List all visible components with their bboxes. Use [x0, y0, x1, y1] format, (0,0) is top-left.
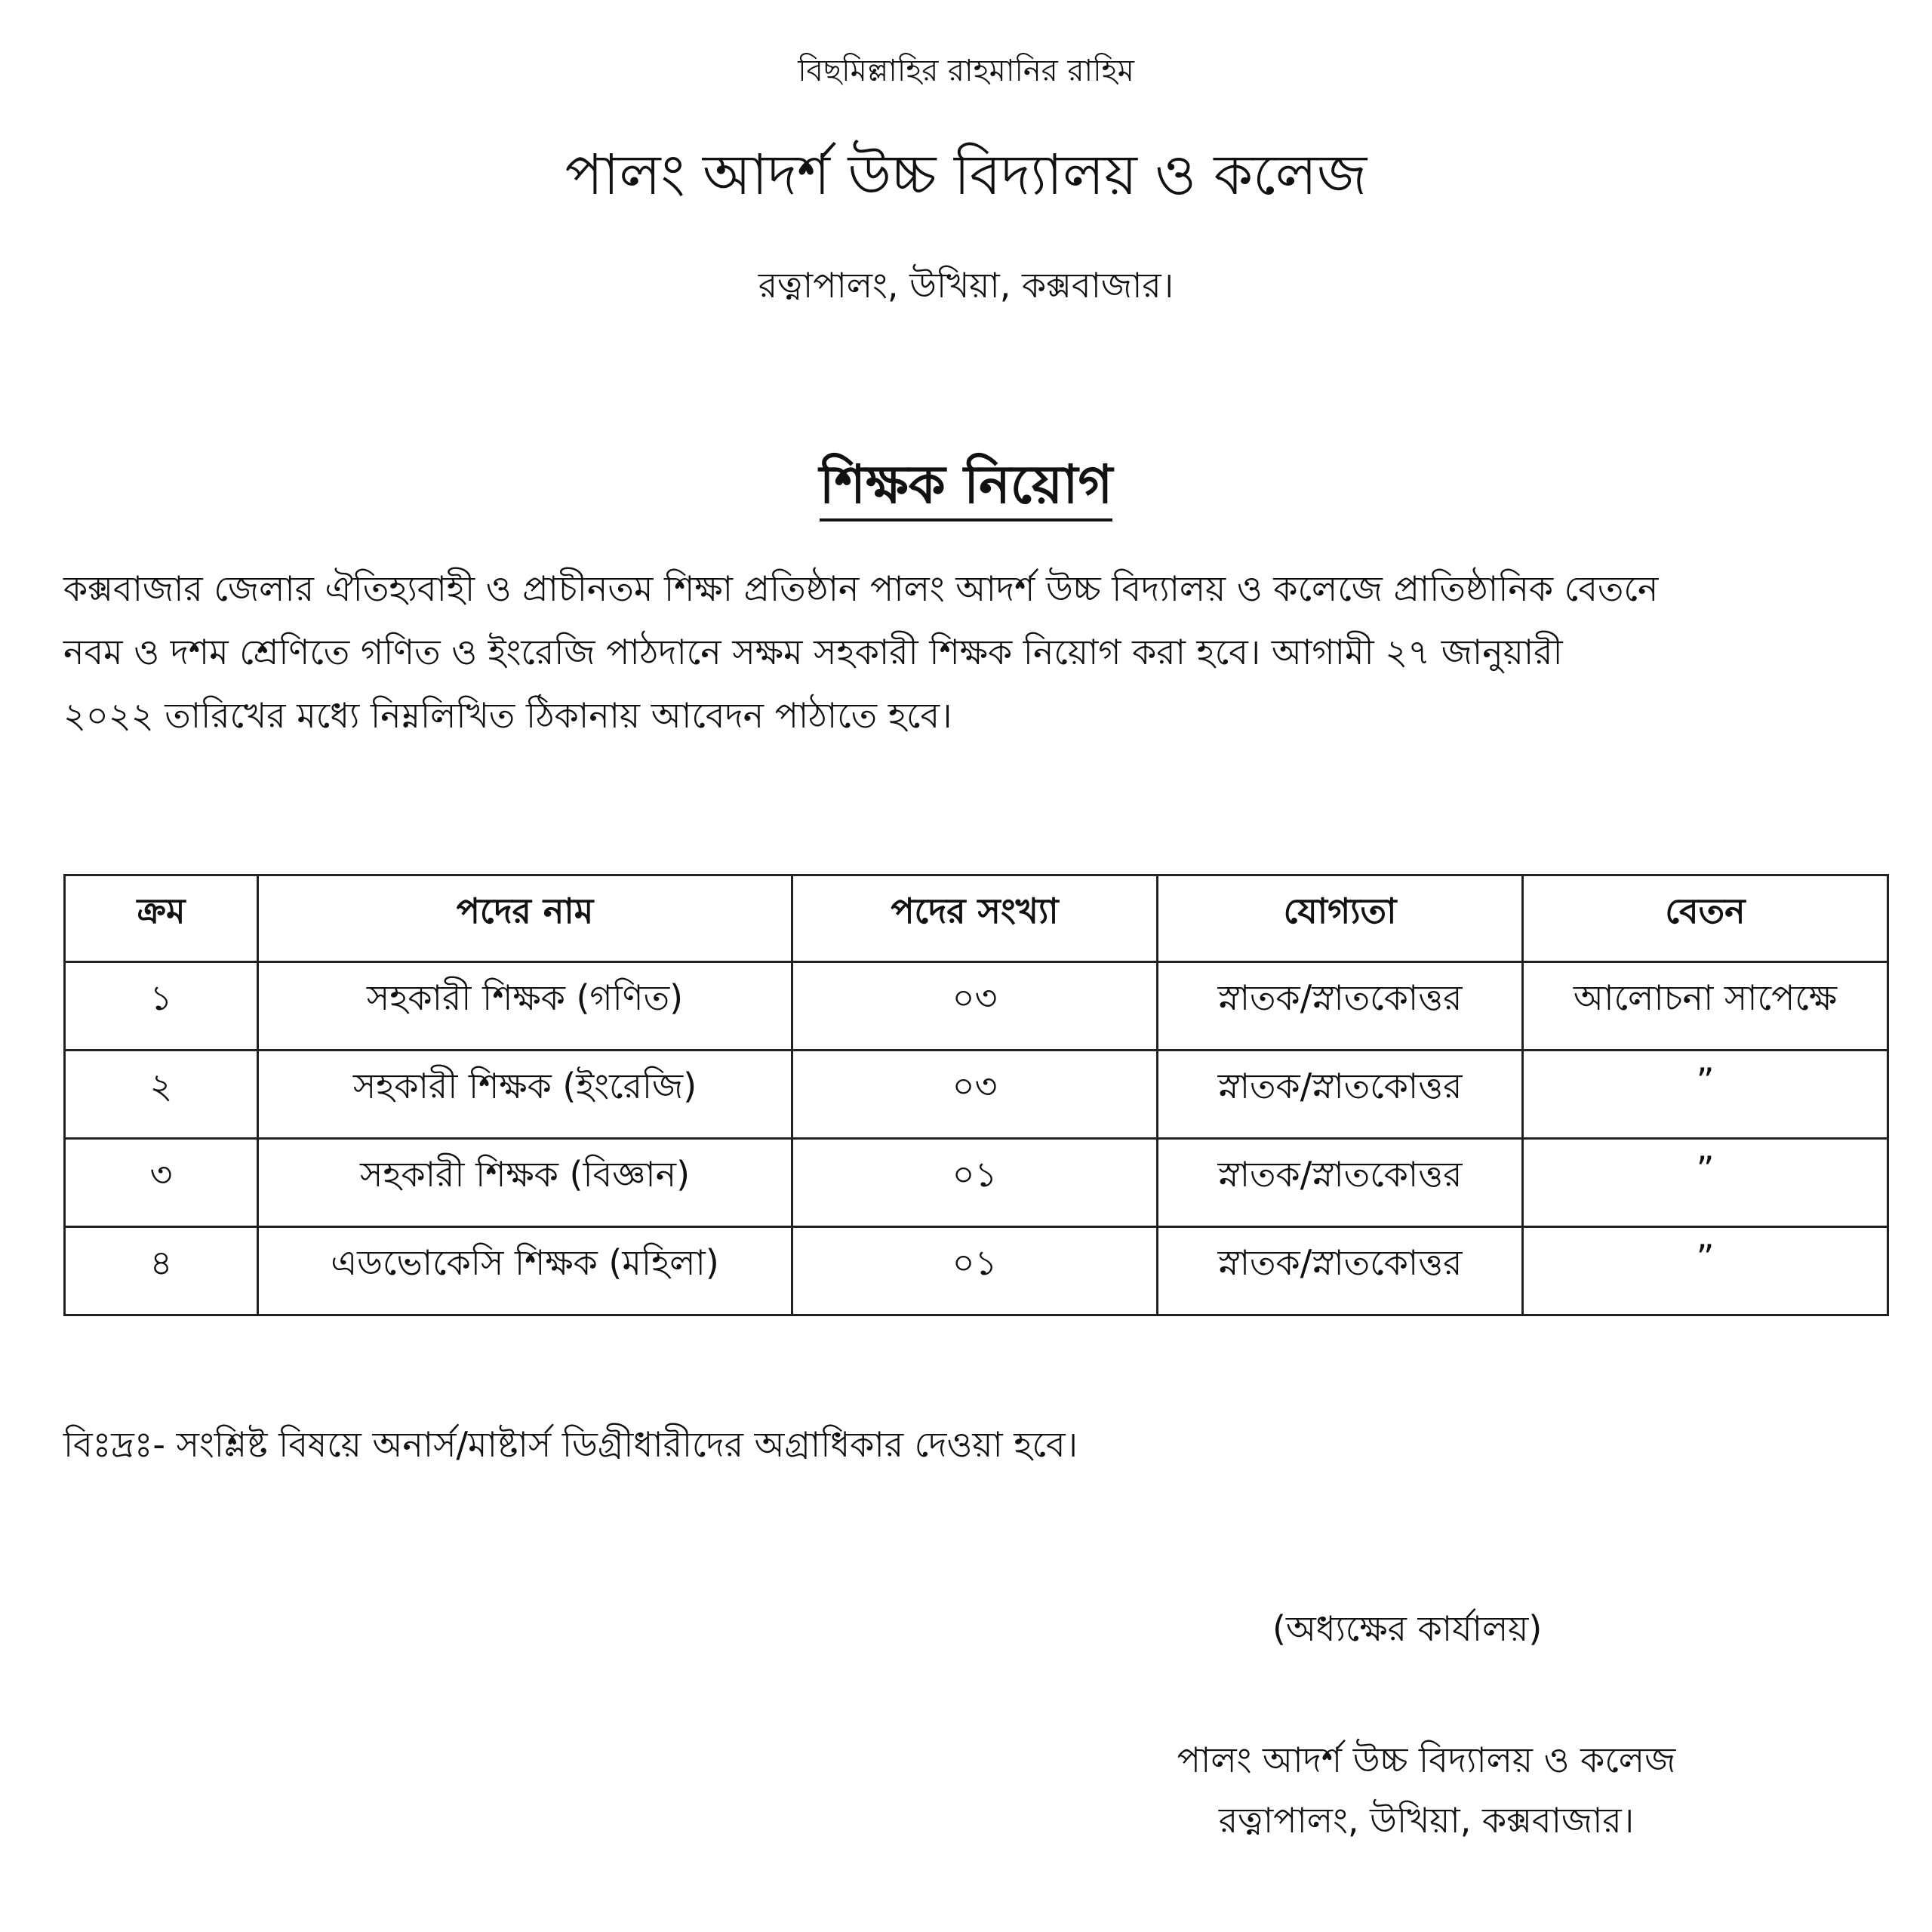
cell-post-name: সহকারী শিক্ষক (গণিত) — [258, 962, 792, 1051]
footer-institution-name: পালং আদর্শ উচ্চ বিদ্যালয় ও কলেজ — [1177, 1740, 1676, 1780]
institution-address: রত্নাপালং, উখিয়া, কক্সবাজার। — [758, 265, 1174, 306]
header-salary: বেতন — [1523, 875, 1888, 962]
table-row — [65, 1051, 1888, 1139]
header-post-name: পদের নাম — [258, 875, 792, 962]
notice-title-text: শিক্ষক নিয়োগ — [820, 454, 1113, 521]
table-row — [65, 1139, 1888, 1227]
footer-address: রত্নাপালং, উখিয়া, কক্সবাজার। — [1218, 1800, 1635, 1841]
cell-post-name: এডভোকেসি শিক্ষক (মহিলা) — [258, 1227, 792, 1315]
cell-post-name: সহকারী শিক্ষক (বিজ্ঞান) — [258, 1139, 792, 1227]
cell-post-count: ০৩ — [792, 1051, 1158, 1139]
header-qualification: যোগ্যতা — [1158, 875, 1523, 962]
cell-post-count: ০৩ — [792, 962, 1158, 1051]
cell-qualification: স্নাতক/স্নাতকোত্তর — [1158, 962, 1523, 1051]
notice-body-line: ২০২২ তারিখের মধ্যে নিম্নলিখিত ঠিকানায় আবেদন পাঠাতে হবে। — [63, 695, 952, 736]
signature-block — [1140, 1730, 1713, 1850]
cell-post-name: সহকারী শিক্ষক (ইংরেজি) — [258, 1051, 792, 1139]
cell-post-count: ০১ — [792, 1139, 1158, 1227]
cell-serial: ৩ — [65, 1139, 258, 1227]
vacancy-table — [63, 874, 1889, 1316]
institution-name: পালং আদর্শ উচ্চ বিদ্যালয় ও কলেজ — [565, 143, 1367, 208]
bismillah-line: বিছমিল্লাহির রাহমানির রাহিম — [798, 54, 1134, 88]
table-row — [65, 1227, 1888, 1315]
cell-qualification: স্নাতক/স্নাতকোত্তর — [1158, 1139, 1523, 1227]
cell-salary: ” — [1523, 1227, 1888, 1315]
notice-body-line: কক্সবাজার জেলার ঐতিহ্যবাহী ও প্রাচীনতম শিক্ষা প্রতিষ্ঠান পালং আদর্শ উচ্চ বিদ্যালয় ও কলেজে প্রাতিষ্ঠানিক বেতনে — [63, 568, 1659, 609]
notice-body — [63, 557, 1890, 747]
cell-serial: ২ — [65, 1051, 258, 1139]
header-post-count: পদের সংখ্যা — [792, 875, 1158, 962]
cell-qualification: স্নাতক/স্নাতকোত্তর — [1158, 1227, 1523, 1315]
cell-serial: ১ — [65, 962, 258, 1051]
header-serial: ক্রম — [65, 875, 258, 962]
cell-serial: ৪ — [65, 1227, 258, 1315]
cell-qualification: স্নাতক/স্নাতকোত্তর — [1158, 1051, 1523, 1139]
note-text: বিঃদ্রঃ- সংশ্লিষ্ট বিষয়ে অনার্স/মাষ্টার্স ডিগ্রীধারীদের অগ্রাধিকার দেওয়া হবে। — [63, 1424, 1078, 1465]
cell-salary: ” — [1523, 1051, 1888, 1139]
cell-post-count: ০১ — [792, 1227, 1158, 1315]
notice-title — [0, 444, 1932, 532]
table-row — [65, 962, 1888, 1051]
cell-salary: ” — [1523, 1139, 1888, 1227]
cell-salary: আলোচনা সাপেক্ষে — [1523, 962, 1888, 1051]
table-header-row — [65, 875, 1888, 962]
notice-body-line: নবম ও দশম শ্রেণিতে গণিত ও ইংরেজি পাঠদানে সক্ষম সহকারী শিক্ষক নিয়োগ করা হবে। আগামী ২৭ জানুয়ারী — [63, 632, 1563, 672]
office-label: (অধ্যক্ষের কার্যালয়) — [1272, 1608, 1543, 1649]
